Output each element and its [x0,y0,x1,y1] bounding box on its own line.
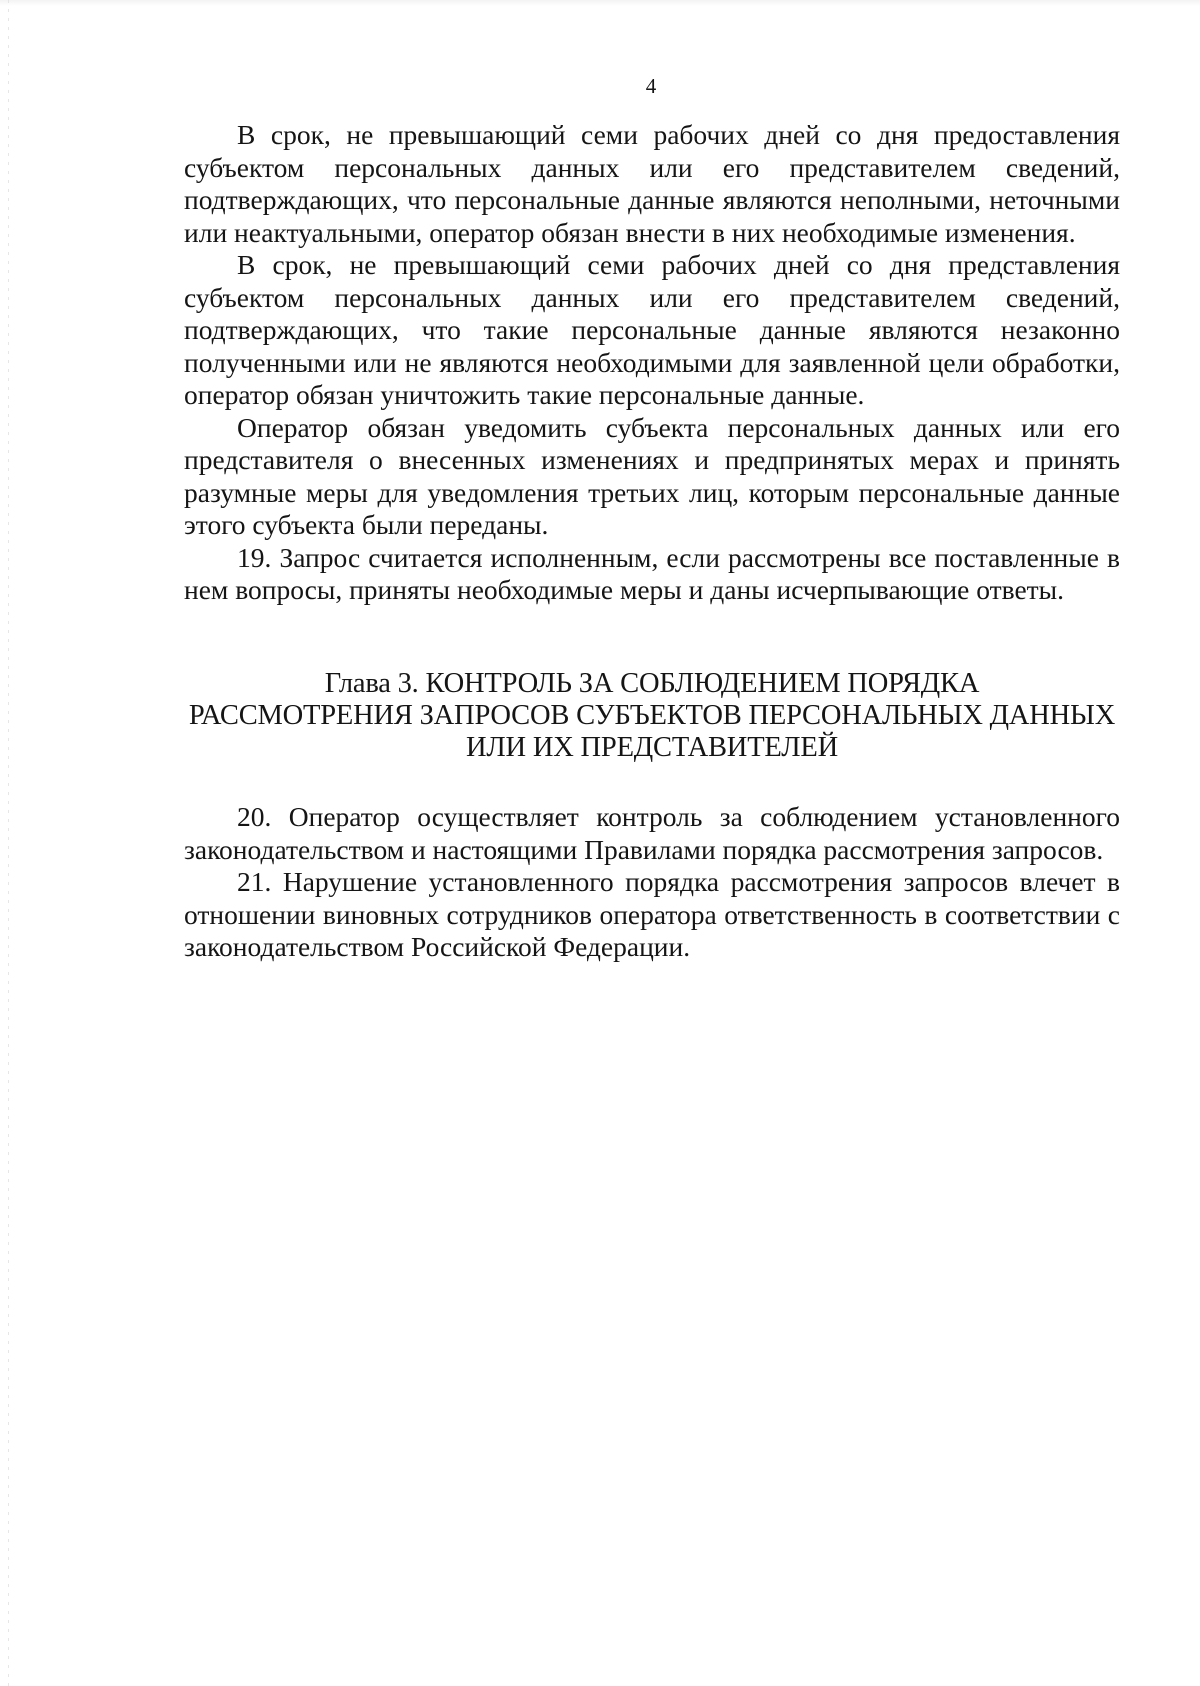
chapter-heading-line-3: ИЛИ ИХ ПРЕДСТАВИТЕЛЕЙ [466,732,838,763]
paragraph-20: 20. Оператор осуществляет контроль за соблюдением установленного законодательством и настоящими Правилами порядка рассмотрения запросов. [184,801,1120,865]
page-number: 4 [645,74,657,98]
paragraph-notification: Оператор обязан уведомить субъекта персональных данных или его представителя о внесенных изменениях и предпринятых мерах и принять разумные меры для уведомления третьих лиц, которым персональные данные этого субъекта были переданы. [184,411,1120,540]
body-text-bottom [184,801,1120,964]
chapter-3-heading [184,668,1120,764]
paragraph-correction-deadline: В срок, не превышающий семи рабочих дней со дня предоставления субъектом персональных данных или его представителем сведений, подтверждающих, что персональные данные являются неполными, неточными или неактуальными, оператор обязан внести в них необходимые изменения. [184,119,1120,248]
scan-edge-shadow [0,0,1200,6]
scan-edge-dots [8,0,9,1686]
paragraph-destruction-deadline: В срок, не превышающий семи рабочих дней со дня представления субъектом персональных данных или его представителем сведений, подтверждающих, что такие персональные данные являются незаконно полученными или не являются необходимыми для заявленной цели обработки, оператор обязан уничтожить такие персональные данные. [184,249,1120,410]
chapter-heading-line-1: Глава 3. КОНТРОЛЬ ЗА СОБЛЮДЕНИЕМ ПОРЯДКА [324,668,980,699]
chapter-heading-line-2: РАССМОТРЕНИЯ ЗАПРОСОВ СУБЪЕКТОВ ПЕРСОНАЛЬНЫХ ДАННЫХ [188,700,1116,731]
body-text-top [184,119,1120,607]
paragraph-19: 19. Запрос считается исполненным, если рассмотрены все поставленные в нем вопросы, приняты необходимые меры и даны исчерпывающие ответы. [184,541,1120,605]
paragraph-21: 21. Нарушение установленного порядка рассмотрения запросов влечет в отношении виновных сотрудников оператора ответственность в соответствии с законодательством Российской Федерации. [184,866,1120,962]
